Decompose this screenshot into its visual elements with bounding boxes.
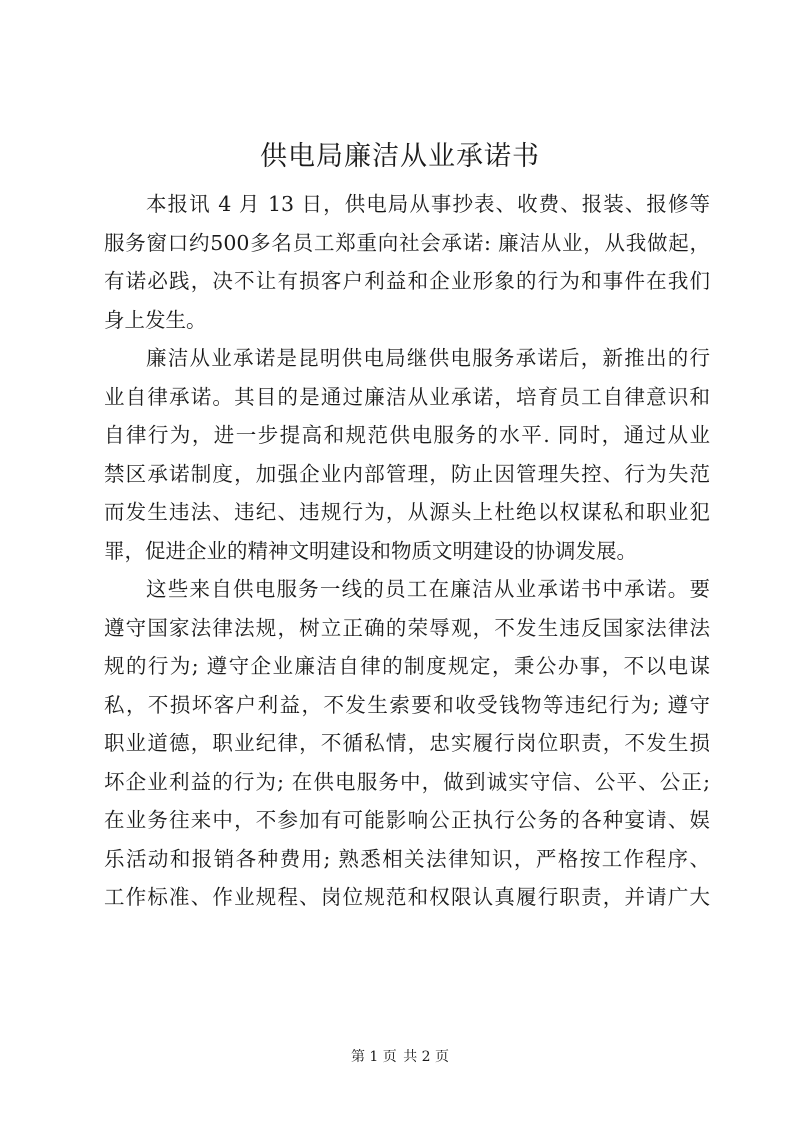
paragraph-1 (104, 185, 710, 339)
paragraph-line: 有诺必践，决不让有损客户利益和企业形象的行为和事件在我们 (104, 269, 710, 293)
paragraph-line: 规的行为; 遵守企业廉洁自律的制度规定，秉公办事，不以电谋 (104, 654, 710, 678)
page-total: 共 2 页 (403, 1049, 450, 1065)
paragraph-line: 而发生违法、违纪、违规行为，从源头上杜绝以权谋私和职业犯 (104, 500, 710, 524)
paragraph-2 (104, 339, 710, 570)
paragraph-line: 坏企业利益的行为; 在供电服务中，做到诚实守信、公平、公正; (104, 769, 710, 794)
paragraph-3 (104, 570, 710, 917)
paragraph-line: 乐活动和报销各种费用; 熟悉相关法律知识，严格按工作程序、 (104, 846, 710, 871)
page-number: 第 1 页 (350, 1049, 397, 1065)
paragraph-line: 廉洁从业承诺是昆明供电局继供电服务承诺后，新推出的行 (146, 346, 710, 370)
paragraph-line: 罪，促进企业的精神文明建设和物质文明建设的协调发展。 (104, 538, 637, 563)
paragraph-line: 服务窗口约500多名员工郑重向社会承诺: 廉洁从业，从我做起， (104, 230, 710, 255)
document-body (104, 185, 710, 917)
paragraph-line: 遵守国家法律法规，树立正确的荣辱观，不发生违反国家法律法 (104, 615, 710, 640)
paragraph-line: 禁区承诺制度，加强企业内部管理，防止因管理失控、行为失范 (104, 461, 710, 486)
page-footer (0, 1047, 800, 1067)
paragraph-line: 私，不损坏客户利益，不发生索要和收受钱物等违纪行为; 遵守 (104, 692, 710, 717)
paragraph-line: 业自律承诺。其目的是通过廉洁从业承诺，培育员工自律意识和 (104, 384, 710, 409)
document-title: 供电局廉洁从业承诺书 (260, 141, 540, 172)
paragraph-line: 这些来自供电服务一线的员工在廉洁从业承诺书中承诺。要 (146, 577, 710, 601)
paragraph-line: 工作标准、作业规程、岗位规范和权限认真履行职责，并请广大 (104, 885, 710, 909)
paragraph-line: 职业道德，职业纪律，不循私情，忠实履行岗位职责，不发生损 (104, 731, 710, 755)
paragraph-line: 在业务往来中，不参加有可能影响公正执行公务的各种宴请、娱 (104, 808, 710, 832)
paragraph-line: 本报讯 4 月 13 日，供电局从事抄表、收费、报装、报修等 (146, 192, 710, 216)
paragraph-line: 身上发生。 (104, 307, 207, 332)
paragraph-line: 自律行为，进一步提高和规范供电服务的水平. 同时，通过从业 (104, 423, 710, 447)
